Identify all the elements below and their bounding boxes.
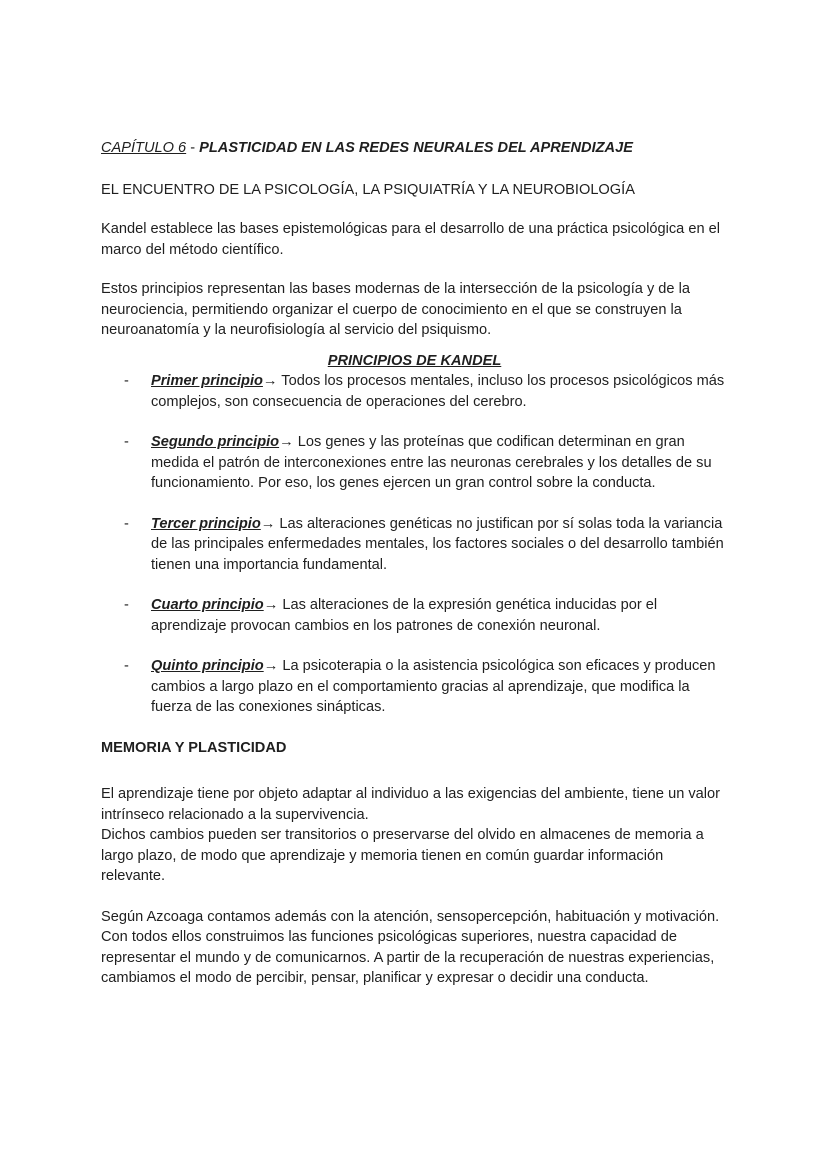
arrow-icon: → bbox=[260, 515, 276, 532]
arrow-icon: → bbox=[279, 434, 294, 450]
principle-name: Primer principio bbox=[151, 373, 263, 389]
memoria-heading: MEMORIA Y PLASTICIDAD bbox=[101, 739, 287, 756]
chapter-heading bbox=[101, 138, 728, 159]
principle-name: Cuarto principio bbox=[151, 597, 264, 613]
principle-text: Todos los procesos mentales, incluso los procesos psicológicos más complejos, son consecuencia de operaciones del cerebro. bbox=[151, 373, 725, 410]
list-item bbox=[101, 595, 728, 636]
principle-name: Quinto principio bbox=[151, 658, 264, 674]
section-subtitle: EL ENCUENTRO DE LA PSICOLOGÍA, LA PSIQUIATRÍA Y LA NEUROBIOLOGÍA bbox=[101, 181, 635, 198]
list-item bbox=[101, 432, 728, 494]
principle-name: Tercer principio bbox=[151, 515, 261, 532]
principle-text: La psicoterapia o la asistencia psicológica son eficaces y producen cambios a largo plazo en el comportamiento gracias al aprendizaje, que modifica la fuerza de las conexiones sinápticas. bbox=[151, 658, 716, 715]
principle-text: Las alteraciones genéticas no justifican por sí solas toda la variancia de las principales enfermedades mentales, los factores sociales o del desarrollo también tienen una importancia fundamental. bbox=[151, 515, 724, 573]
memoria-paragraph-3: Según Azcoaga contamos además con la atención, sensopercepción, habituación y motivación. bbox=[101, 908, 720, 925]
arrow-icon: → bbox=[263, 658, 279, 674]
memoria-paragraph-4: Con todos ellos construimos las funciones psicológicas superiores, nuestra capacidad de representar el mundo y de comunicarnos. A partir de la recuperación de nuestras experiencias, cambiamos el modo de percibir, pensar, planificar y expresar o decidir una conducta. bbox=[101, 929, 715, 986]
list-item bbox=[101, 656, 728, 718]
principle-text: Los genes y las proteínas que codifican determinan en gran medida el patrón de interconexiones entre las neuronas cerebrales y los detalles de su funcionamiento. Por eso, los genes ejercen un gran control sobre la conducta. bbox=[151, 434, 712, 491]
memoria-paragraph-1: El aprendizaje tiene por objeto adaptar al individuo a las exigencias del ambiente, tiene un valor intrínseco relacionado a la supervivencia. bbox=[101, 786, 721, 823]
chapter-number: CAPÍTULO 6 bbox=[101, 140, 187, 156]
bullet-dash: - bbox=[124, 658, 129, 674]
bullet-dash: - bbox=[124, 597, 129, 613]
arrow-icon: → bbox=[262, 373, 278, 389]
intro-paragraph-1: Kandel establece las bases epistemológicas para el desarrollo de una práctica psicológica en el marco del método científico. bbox=[101, 221, 720, 258]
bullet-dash: - bbox=[124, 515, 129, 532]
chapter-title: PLASTICIDAD EN LAS REDES NEURALES DEL APRENDIZAJE bbox=[199, 140, 633, 156]
bullet-dash: - bbox=[124, 373, 129, 389]
bullet-dash: - bbox=[124, 434, 129, 450]
list-item bbox=[101, 514, 728, 576]
principle-text: Las alteraciones de la expresión genética inducidas por el aprendizaje provocan cambios en los patrones de conexión neuronal. bbox=[151, 597, 658, 634]
arrow-icon: → bbox=[263, 597, 279, 613]
list-item bbox=[101, 371, 728, 412]
chapter-separator: - bbox=[186, 140, 200, 156]
principle-name: Segundo principio bbox=[151, 434, 280, 450]
kandel-principles-title: PRINCIPIOS DE KANDEL bbox=[327, 352, 502, 369]
intro-paragraph-2: Estos principios representan las bases modernas de la intersección de la psicología y de la neurociencia, permitiendo organizar el cuerpo de conocimiento en el que se construyen la neuroanatomía y la neurofisiología al servicio del psiquismo. bbox=[101, 281, 690, 338]
memoria-paragraph-2: Dichos cambios pueden ser transitorios o preservarse del olvido en almacenes de memoria a largo plazo, de modo que aprendizaje y memoria tienen en común guardar información relevante. bbox=[101, 827, 704, 884]
kandel-principles-list bbox=[101, 371, 728, 718]
